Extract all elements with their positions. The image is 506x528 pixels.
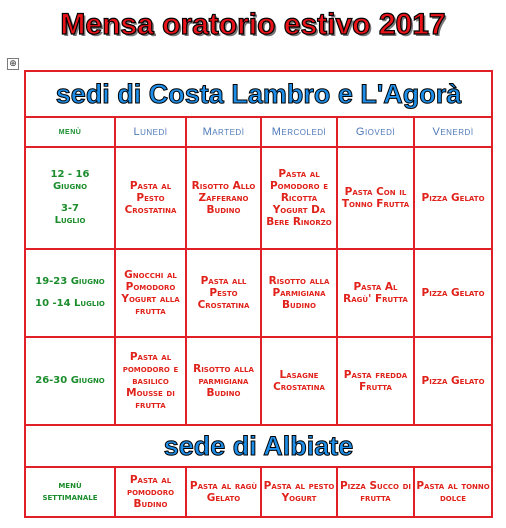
header-lunedi: Lunedì [115,117,186,147]
menu-cell: Pizza Gelato [414,249,492,337]
date-line: 10 -14 Luglio [35,298,105,309]
menu-cell: Risotto Allo Zafferano Budino [186,147,261,249]
date-line: 19-23 Giugno [35,276,105,287]
menu-cell: Gnocchi al Pomodoro Yogurt alla frutta [115,249,186,337]
label-line: settimanale [42,492,98,503]
label-line: menù [58,480,82,491]
menu-cell: Pasta fredda Frutta [337,337,414,425]
menu-cell: Pasta al Pesto Crostatina [115,147,186,249]
menu-cell: Pizza Succo di frutta [337,467,414,517]
menu-cell: Pasta al Pomodoro e Ricotta Yogurt Da Bere Rinorzo [261,147,337,249]
menu-cell: Pasta al pomodoro e basilico Mousse di frutta [115,337,186,425]
menu-cell: Risotto alla parmigiana Budino [186,337,261,425]
weekly-menu-label [25,467,115,517]
menu-cell: Pasta al tonno dolce [414,467,492,517]
header-mercoledi: Mercoledì [261,117,337,147]
section-banner-albiate: sede di Albiate [25,425,492,467]
week-dates-1 [25,147,115,249]
header-menu: menù [25,117,115,147]
date-line: Giugno [52,181,88,192]
menu-cell: Pasta all Pesto Crostatina [186,249,261,337]
menu-cell: Pizza Gelato [414,337,492,425]
header-giovedi: Giovedì [337,117,414,147]
menu-cell: Pasta Con il Tonno Frutta [337,147,414,249]
menu-cell: Lasagne Crostatina [261,337,337,425]
header-venerdi: Venerdì [414,117,492,147]
table-move-handle-icon[interactable]: ⊕ [7,58,19,70]
menu-cell: Pizza Gelato [414,147,492,249]
page-title: Mensa oratorio estivo 2017 [60,8,446,41]
menu-cell: Pasta al ragù Gelato [186,467,261,517]
menu-cell: Risotto alla Parmigiana Budino [261,249,337,337]
menu-cell: Pasta Al Ragù' Frutta [337,249,414,337]
week-dates-3: 26-30 Giugno [25,337,115,425]
menu-cell: Pasta al pesto Yogurt [261,467,337,517]
week-dates-2 [25,249,115,337]
menu-table [24,70,493,518]
menu-cell: Pasta al pomodoro Budino [115,467,186,517]
date-line: 3-7 [60,203,80,214]
date-line: 12 - 16 [50,169,90,180]
date-line: Luglio [54,215,86,226]
section-banner-costa-lambro: sedi di Costa Lambro e L'Agorà [25,71,492,117]
header-martedi: Martedì [186,117,261,147]
